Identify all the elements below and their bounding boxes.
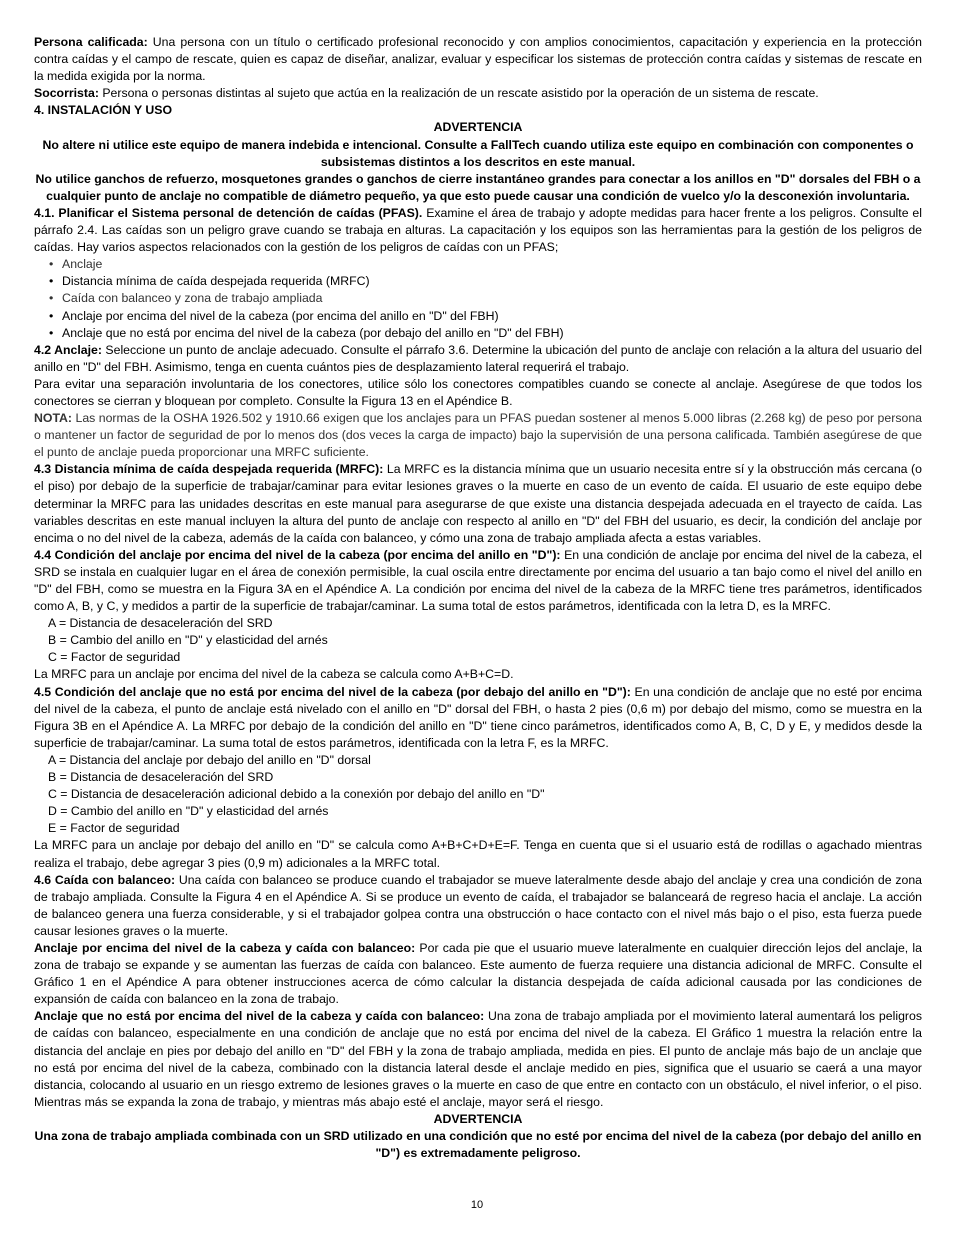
warning-text: No altere ni utilice este equipo de manera indebida e intencional. Consulte a FallTech cuando utiliza este equipo en combinación con componentes o subsistemas distintos a los descritos en este manual. bbox=[42, 137, 914, 169]
paragraph-above-head-swing bbox=[34, 940, 922, 1008]
list-item: • Distancia mínima de caída despejada requerida (MRFC) bbox=[62, 273, 922, 290]
parameter-item: B = Distancia de desaceleración del SRD bbox=[48, 770, 274, 785]
paragraph-label: 4.4 Condición del anclaje por encima del nivel de la cabeza (por encima del anillo en "D"): bbox=[34, 547, 561, 562]
list-item: • Anclaje que no está por encima del nivel de la cabeza (por debajo del anillo en "D" del FBH) bbox=[62, 325, 922, 342]
warning-text: Una zona de trabajo ampliada combinada con un SRD utilizado en una condición que no esté por encima del nivel de la cabeza (por debajo del anillo en "D") es extremadamente peligroso. bbox=[34, 1129, 922, 1161]
paragraph-below-head-swing bbox=[34, 1008, 922, 1111]
section-heading: 4. INSTALACIÓN Y USO bbox=[34, 103, 173, 118]
term-text: Persona o personas distintas al sujeto que actúa en la realización de un rescate asistido por la operación de un sistema de rescate. bbox=[98, 86, 819, 101]
document-page bbox=[34, 34, 922, 1162]
note-paragraph bbox=[34, 410, 922, 461]
paragraph-4-5 bbox=[34, 684, 922, 752]
parameter-item: D = Cambio del anillo en "D" y elasticidad del arnés bbox=[48, 804, 329, 819]
parameter-item: B = Cambio del anillo en "D" y elasticidad del arnés bbox=[48, 633, 328, 648]
paragraph-text: Examine el área de trabajo y adopte medidas para hacer frente a los peligros. Consulte el párrafo 2.4. Las caídas son un peligro grave cuando se trabaja en alturas. La capacitación y los equipos son las herramientas para la gestión de los peligros de caídas. Hay varios aspectos relacionados con la gestión de los peligros de caídas con un PFAS; bbox=[34, 205, 922, 255]
warning-text: No utilice ganchos de refuerzo, mosquetones grandes o ganchos de cierre instantáneo grandes para conectar a los anillos en "D" dorsales del FBH o a cualquier punto de anclaje no compatible de diámetro pequeño, ya que esto puede causar una condición de vuelco y/o la desconexión involuntaria. bbox=[35, 171, 921, 203]
list-item: • Anclaje por encima del nivel de la cabeza (por encima del anillo en "D" del FBH) bbox=[62, 308, 922, 325]
paragraph-text: Seleccione un punto de anclaje adecuado. Consulte el párrafo 3.6. Determine la ubicación del punto de anclaje con relación a la altura del usuario del anillo en "D" del FBH. Asimismo, tenga en cuenta cuántos pies de desplazamiento lateral requerirá el trabajo. bbox=[34, 342, 922, 374]
term-label: Socorrista: bbox=[34, 86, 99, 101]
parameter-item: E = Factor de seguridad bbox=[48, 821, 180, 836]
paragraph-label: 4.3 Distancia mínima de caída despejada requerida (MRFC): bbox=[34, 462, 384, 477]
term-label: Persona calificada: bbox=[34, 35, 148, 49]
definition-socorrista bbox=[34, 85, 922, 102]
parameter-item: C = Factor de seguridad bbox=[48, 650, 181, 665]
list-item: • Anclaje bbox=[62, 256, 922, 273]
paragraph-4-2 bbox=[34, 342, 922, 376]
paragraph-4-4 bbox=[34, 547, 922, 615]
formula-text: La MRFC para un anclaje por encima del nivel de la cabeza se calcula como A+B+C=D. bbox=[34, 667, 514, 682]
term-text: Una persona con un título o certificado profesional reconocido y con amplios conocimientos, capacitación y experiencia en la protección contra caídas y el campo de rescate, quien es capaz de diseñar, analizar, evaluar y especificar los sistemas de protección contra caídas y sistemas de rescate en la medida exigida por la norma. bbox=[34, 35, 922, 84]
paragraph-connectors: Para evitar una separación involuntaria de los conectores, utilice sólo los conectores compatibles cuando se conecte al anclaje. Asegúrese de que todos los conectores se cierran y bloquean por completo. Consulte la Figura 13 en el Apéndice B. bbox=[34, 376, 922, 408]
list-item: • Caída con balanceo y zona de trabajo ampliada bbox=[62, 290, 922, 307]
page-number: 10 bbox=[470, 1199, 484, 1211]
note-text: Las normas de la OSHA 1926.502 y 1910.66 exigen que los anclajes para un PFAS puedan sostener al menos 5.000 libras (2.268 kg) de peso por persona o mantener un factor de seguridad de por lo menos dos (dos veces la carga de impacto) bajo la supervisión de una persona calificada. También asegúrese de que el punto de anclaje pueda proporcionar una MRFC suficiente. bbox=[34, 411, 922, 460]
paragraph-label: Anclaje que no está por encima del nivel de la cabeza y caída con balanceo: bbox=[34, 1009, 485, 1024]
paragraph-text: Por cada pie que el usuario mueve lateralmente en cualquier dirección lejos del anclaje, la zona de trabajo se expande y se aumentan las fuerzas de caída con balanceo. Este aumento de fuerza requiere una distancia adicional de MRFC. Consulte el Gráfico 1 en el Apéndice A para obtener instrucciones acerca de cómo calcular la distancia despejada de caída adicional causada por las condiciones de expansión de caída con balanceo en la zona de trabajo. bbox=[34, 940, 923, 1007]
parameter-item: C = Distancia de desaceleración adicional debido a la conexión por debajo del anillo en "D" bbox=[48, 787, 545, 802]
warning-title: ADVERTENCIA bbox=[433, 1111, 523, 1126]
warning-title: ADVERTENCIA bbox=[433, 120, 523, 135]
paragraph-label: 4.6 Caída con balanceo: bbox=[34, 872, 176, 887]
note-label: NOTA: bbox=[34, 411, 73, 426]
paragraph-label: Anclaje por encima del nivel de la cabeza y caída con balanceo: bbox=[34, 940, 416, 955]
parameter-item: A = Distancia del anclaje por debajo del anillo en "D" dorsal bbox=[48, 752, 371, 767]
paragraph-text: En una condición de anclaje que no esté por encima del nivel de la cabeza, el punto de anclaje está nivelado con el anillo en "D" dorsal del FBH, o hasta 2 pies (0,6 m) por debajo del mismo, como se muestra en la Figura 3B en el Apéndice A. La MRFC por debajo de la condición del anillo en "D" tiene cinco parámetros, identificados como A, B, C, D y E, y medidos desde la superficie de trabajar/caminar. La suma total de estos parámetros, identificada con la letra F, es la MRFC. bbox=[34, 684, 922, 750]
paragraph-text: La MRFC es la distancia mínima que un usuario necesita entre sí y la obstrucción más cercana (o el piso) por debajo de la superficie de trabajar/caminar para evitar lesiones graves o la muerte en caso de un evento de caída. El usuario de este equipo debe determinar la MRFC para las unidades descritas en este manual para asegurarse de que existe una distancia despejada adecuada en el trayecto de caída. Las variables descritas en este manual incluyen la altura del punto de anclaje con respecto al anillo en "D" del FBH del usuario, es decir, la condición del anclaje por encima o no del nivel de la cabeza, además de la caída con balanceo, y cómo una zona de trabajo ampliada afecta a estas variables. bbox=[34, 462, 922, 545]
formula-text: La MRFC para un anclaje por debajo del anillo en "D" se calcula como A+B+C+D+E=F. Tenga en cuenta que si el usuario está de rodillas o agachado mientras realiza el trabajo, debe agregar 3 pies (0,9 m) adicionales a la MRFC total. bbox=[34, 838, 922, 870]
paragraph-text: Una caída con balanceo se produce cuando el trabajador se mueve lateralmente desde abajo del anclaje y crea una condición de zona de trabajo ampliada. Consulte la Figura 4 en el Apéndice A. Si se produce un evento de caída, el trabajador se balanceará de regreso hacia el anclaje. La acción de balanceo genera una fuerza considerable, y si el trabajador golpea contra una obstrucción o hace contacto con el nivel más bajo o el piso, esta fuerza puede causar lesiones graves o la muerte. bbox=[34, 872, 923, 938]
parameter-item: A = Distancia de desaceleración del SRD bbox=[48, 616, 273, 631]
paragraph-text: Una zona de trabajo ampliada por el movimiento lateral aumentará los peligros de caídas con balanceo, especialmente en una condición de anclaje que no está por encima del nivel de la cabeza. El Gráfico 1 muestra la relación entre la distancia del anclaje en pies por debajo del anillo en "D" del FBH y la zona de trabajo ampliada, medida en pies. El punto de anclaje más bajo de un anclaje que no está por encima del nivel de la cabeza, combinado con la distancia lateral desde el anclaje medido en pies, significa que el usuario se caerá a una mayor distancia, colocando al usuario en un riesgo extremo de lesiones graves o la muerte en caso de que entre en contacto con un obstáculo, el nivel inferior, o el piso. Mientras más se expanda la zona de trabajo, y mientras más abajo esté el anclaje, mayor será el riesgo. bbox=[34, 1009, 922, 1109]
paragraph-4-1 bbox=[34, 205, 922, 256]
paragraph-text: En una condición de anclaje por encima del nivel de la cabeza, el SRD se instala en cualquier lugar en el área de conexión permisible, la cual oscila entre directamente por encima del usuario a tan bajo como el nivel del anillo en "D" del FBH, como se muestra en la Figura 3A en el Apéndice A. La condición por encima del nivel de la cabeza de la MRFC tiene tres parámetros, identificados como A, B, y C, y medidos a partir de la superficie de trabajar/caminar. La suma total de estos parámetros, identificada con la letra D, es la MRFC. bbox=[34, 547, 922, 614]
definition-persona-calificada bbox=[34, 34, 922, 85]
paragraph-4-6 bbox=[34, 872, 922, 940]
paragraph-label: 4.2 Anclaje: bbox=[34, 342, 102, 357]
bullet-list bbox=[34, 256, 922, 341]
paragraph-label: 4.5 Condición del anclaje que no está por encima del nivel de la cabeza (por debajo del anillo en "D"): bbox=[34, 684, 631, 699]
paragraph-4-3 bbox=[34, 461, 922, 546]
paragraph-label: 4.1. Planificar el Sistema personal de detención de caídas (PFAS). bbox=[34, 205, 423, 220]
